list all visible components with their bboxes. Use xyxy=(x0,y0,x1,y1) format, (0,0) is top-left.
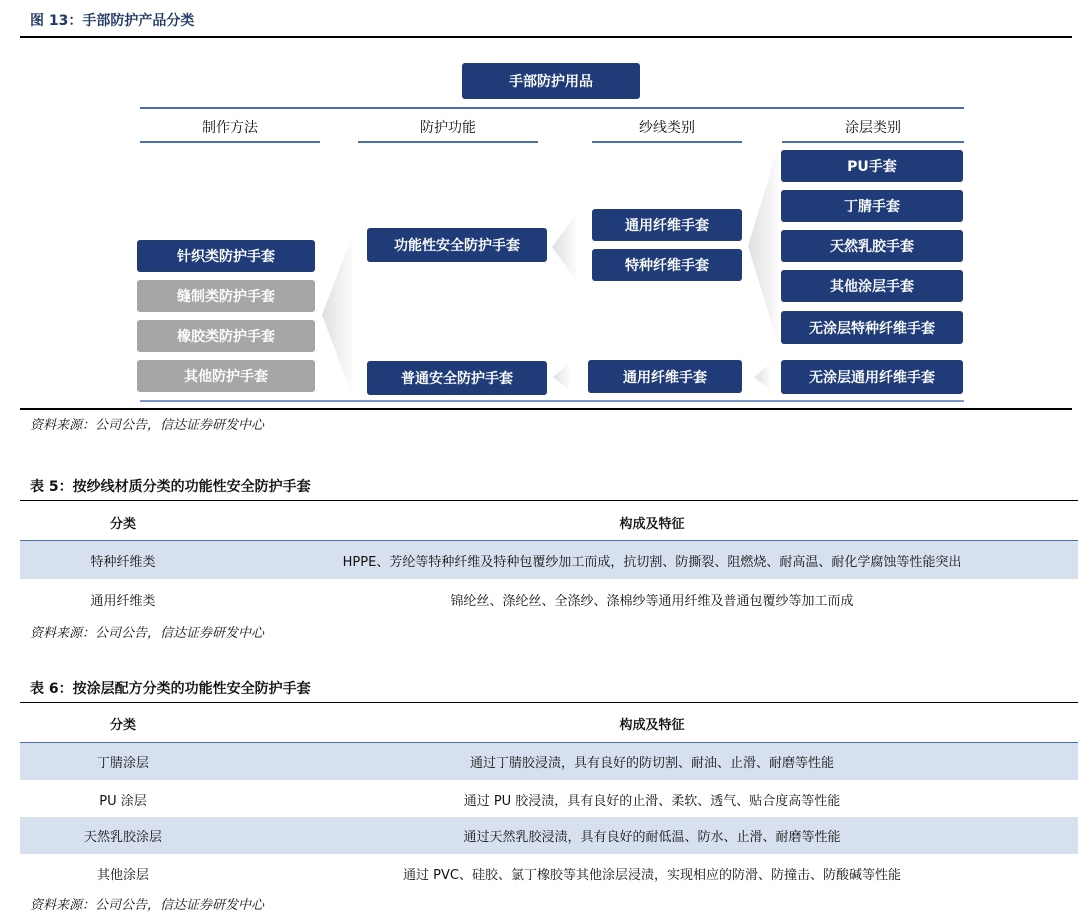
category-underline xyxy=(140,141,320,143)
root-node: 手部防护用品 xyxy=(462,63,640,99)
table5-header xyxy=(20,506,1078,538)
figure-source: 资料来源：公司公告，信达证券研发中心 xyxy=(30,418,265,433)
method-item-other: 其他防护手套 xyxy=(137,360,315,392)
yarn-item-special: 特种纤维手套 xyxy=(592,249,742,281)
tree-connector-line xyxy=(140,107,964,109)
bracket-wedge xyxy=(748,148,778,344)
category-method: 制作方法 xyxy=(202,120,258,136)
table6-row3-category: 天然乳胶涂层 xyxy=(83,830,162,845)
method-item-knitted: 针织类防护手套 xyxy=(137,240,315,272)
table-row xyxy=(20,855,1078,891)
yarn-item-general-2: 通用纤维手套 xyxy=(588,360,742,393)
method-item-sewn: 缝制类防护手套 xyxy=(137,280,315,312)
table5-title: 表 5：按纱线材质分类的功能性安全防护手套 xyxy=(30,479,311,495)
tree-bottom-line xyxy=(140,400,964,402)
figure-top-rule xyxy=(20,36,1072,38)
table-row xyxy=(20,781,1078,817)
table6-row1-features: 通过丁腈胶浸渍，具有良好的防切割、耐油、止滑、耐磨等性能 xyxy=(469,756,834,771)
table6-source: 资料来源：公司公告，信达证券研发中心 xyxy=(30,898,265,913)
table6-row2-category: PU 涂层 xyxy=(99,793,147,809)
table6-row4-features: 通过 PVC、硅胶、氯丁橡胶等其他涂层浸渍，实现相应的防滑、防撞击、防酸碱等性能 xyxy=(403,867,901,883)
table5-top-rule xyxy=(20,500,1078,501)
coating-item-uncoated-special: 无涂层特种纤维手套 xyxy=(781,311,963,344)
table-row xyxy=(20,817,1078,854)
figure-bottom-rule xyxy=(20,408,1072,410)
category-underline xyxy=(592,141,742,143)
category-coating: 涂层类别 xyxy=(845,120,901,136)
table-row xyxy=(20,541,1078,579)
coating-item-other: 其他涂层手套 xyxy=(781,270,963,302)
bracket-wedge xyxy=(322,236,352,394)
category-underline xyxy=(358,141,538,143)
bracket-wedge xyxy=(553,364,569,390)
table6-title: 表 6：按涂层配方分类的功能性安全防护手套 xyxy=(30,681,311,697)
figure-title: 图 13：手部防护产品分类 xyxy=(30,13,195,29)
category-yarn: 纱线类别 xyxy=(639,120,695,136)
function-item-functional: 功能性安全防护手套 xyxy=(367,228,547,262)
yarn-item-general: 通用纤维手套 xyxy=(592,209,742,241)
bracket-wedge xyxy=(552,214,576,280)
method-item-rubber: 橡胶类防护手套 xyxy=(137,320,315,352)
table5-row1-features: HPPE、芳纶等特种纤维及特种包覆纱加工而成，抗切割、防撕裂、阻燃烧、耐高温、耐化学腐蚀等性能突出 xyxy=(342,554,962,570)
table6-row4-category: 其他涂层 xyxy=(96,867,149,883)
category-function: 防护功能 xyxy=(420,120,476,136)
table5-row1-category: 特种纤维类 xyxy=(90,554,156,570)
table5-row2-features: 锦纶丝、涤纶丝、全涤纱、涤棉纱等通用纤维及普通包覆纱等加工而成 xyxy=(450,593,854,609)
table-row xyxy=(20,581,1078,617)
table5-source: 资料来源：公司公告，信达证券研发中心 xyxy=(30,626,265,641)
coating-item-latex: 天然乳胶手套 xyxy=(781,230,963,262)
table6-row3-features: 通过天然乳胶浸渍，具有良好的耐低温、防水、止滑、耐磨等性能 xyxy=(463,830,841,845)
table6-top-rule xyxy=(20,702,1078,703)
table6-header-features: 构成及特征 xyxy=(619,717,685,733)
table6-header xyxy=(20,707,1078,739)
category-underline xyxy=(782,141,964,143)
table6-row2-features: 通过 PU 胶浸渍，具有良好的止滑、柔软、透气、贴合度高等性能 xyxy=(463,793,841,809)
coating-item-nitrile: 丁腈手套 xyxy=(781,190,963,222)
function-item-normal: 普通安全防护手套 xyxy=(367,361,547,395)
table-row xyxy=(20,743,1078,780)
table6-row1-category: 丁腈涂层 xyxy=(96,756,149,771)
coating-item-uncoated-general: 无涂层通用纤维手套 xyxy=(781,360,963,394)
coating-item-pu: PU手套 xyxy=(781,150,963,182)
bracket-wedge xyxy=(754,364,770,390)
table5-header-category: 分类 xyxy=(109,516,136,532)
table6-header-category: 分类 xyxy=(109,717,136,733)
table5-header-features: 构成及特征 xyxy=(619,516,685,532)
table5-row2-category: 通用纤维类 xyxy=(90,593,156,609)
